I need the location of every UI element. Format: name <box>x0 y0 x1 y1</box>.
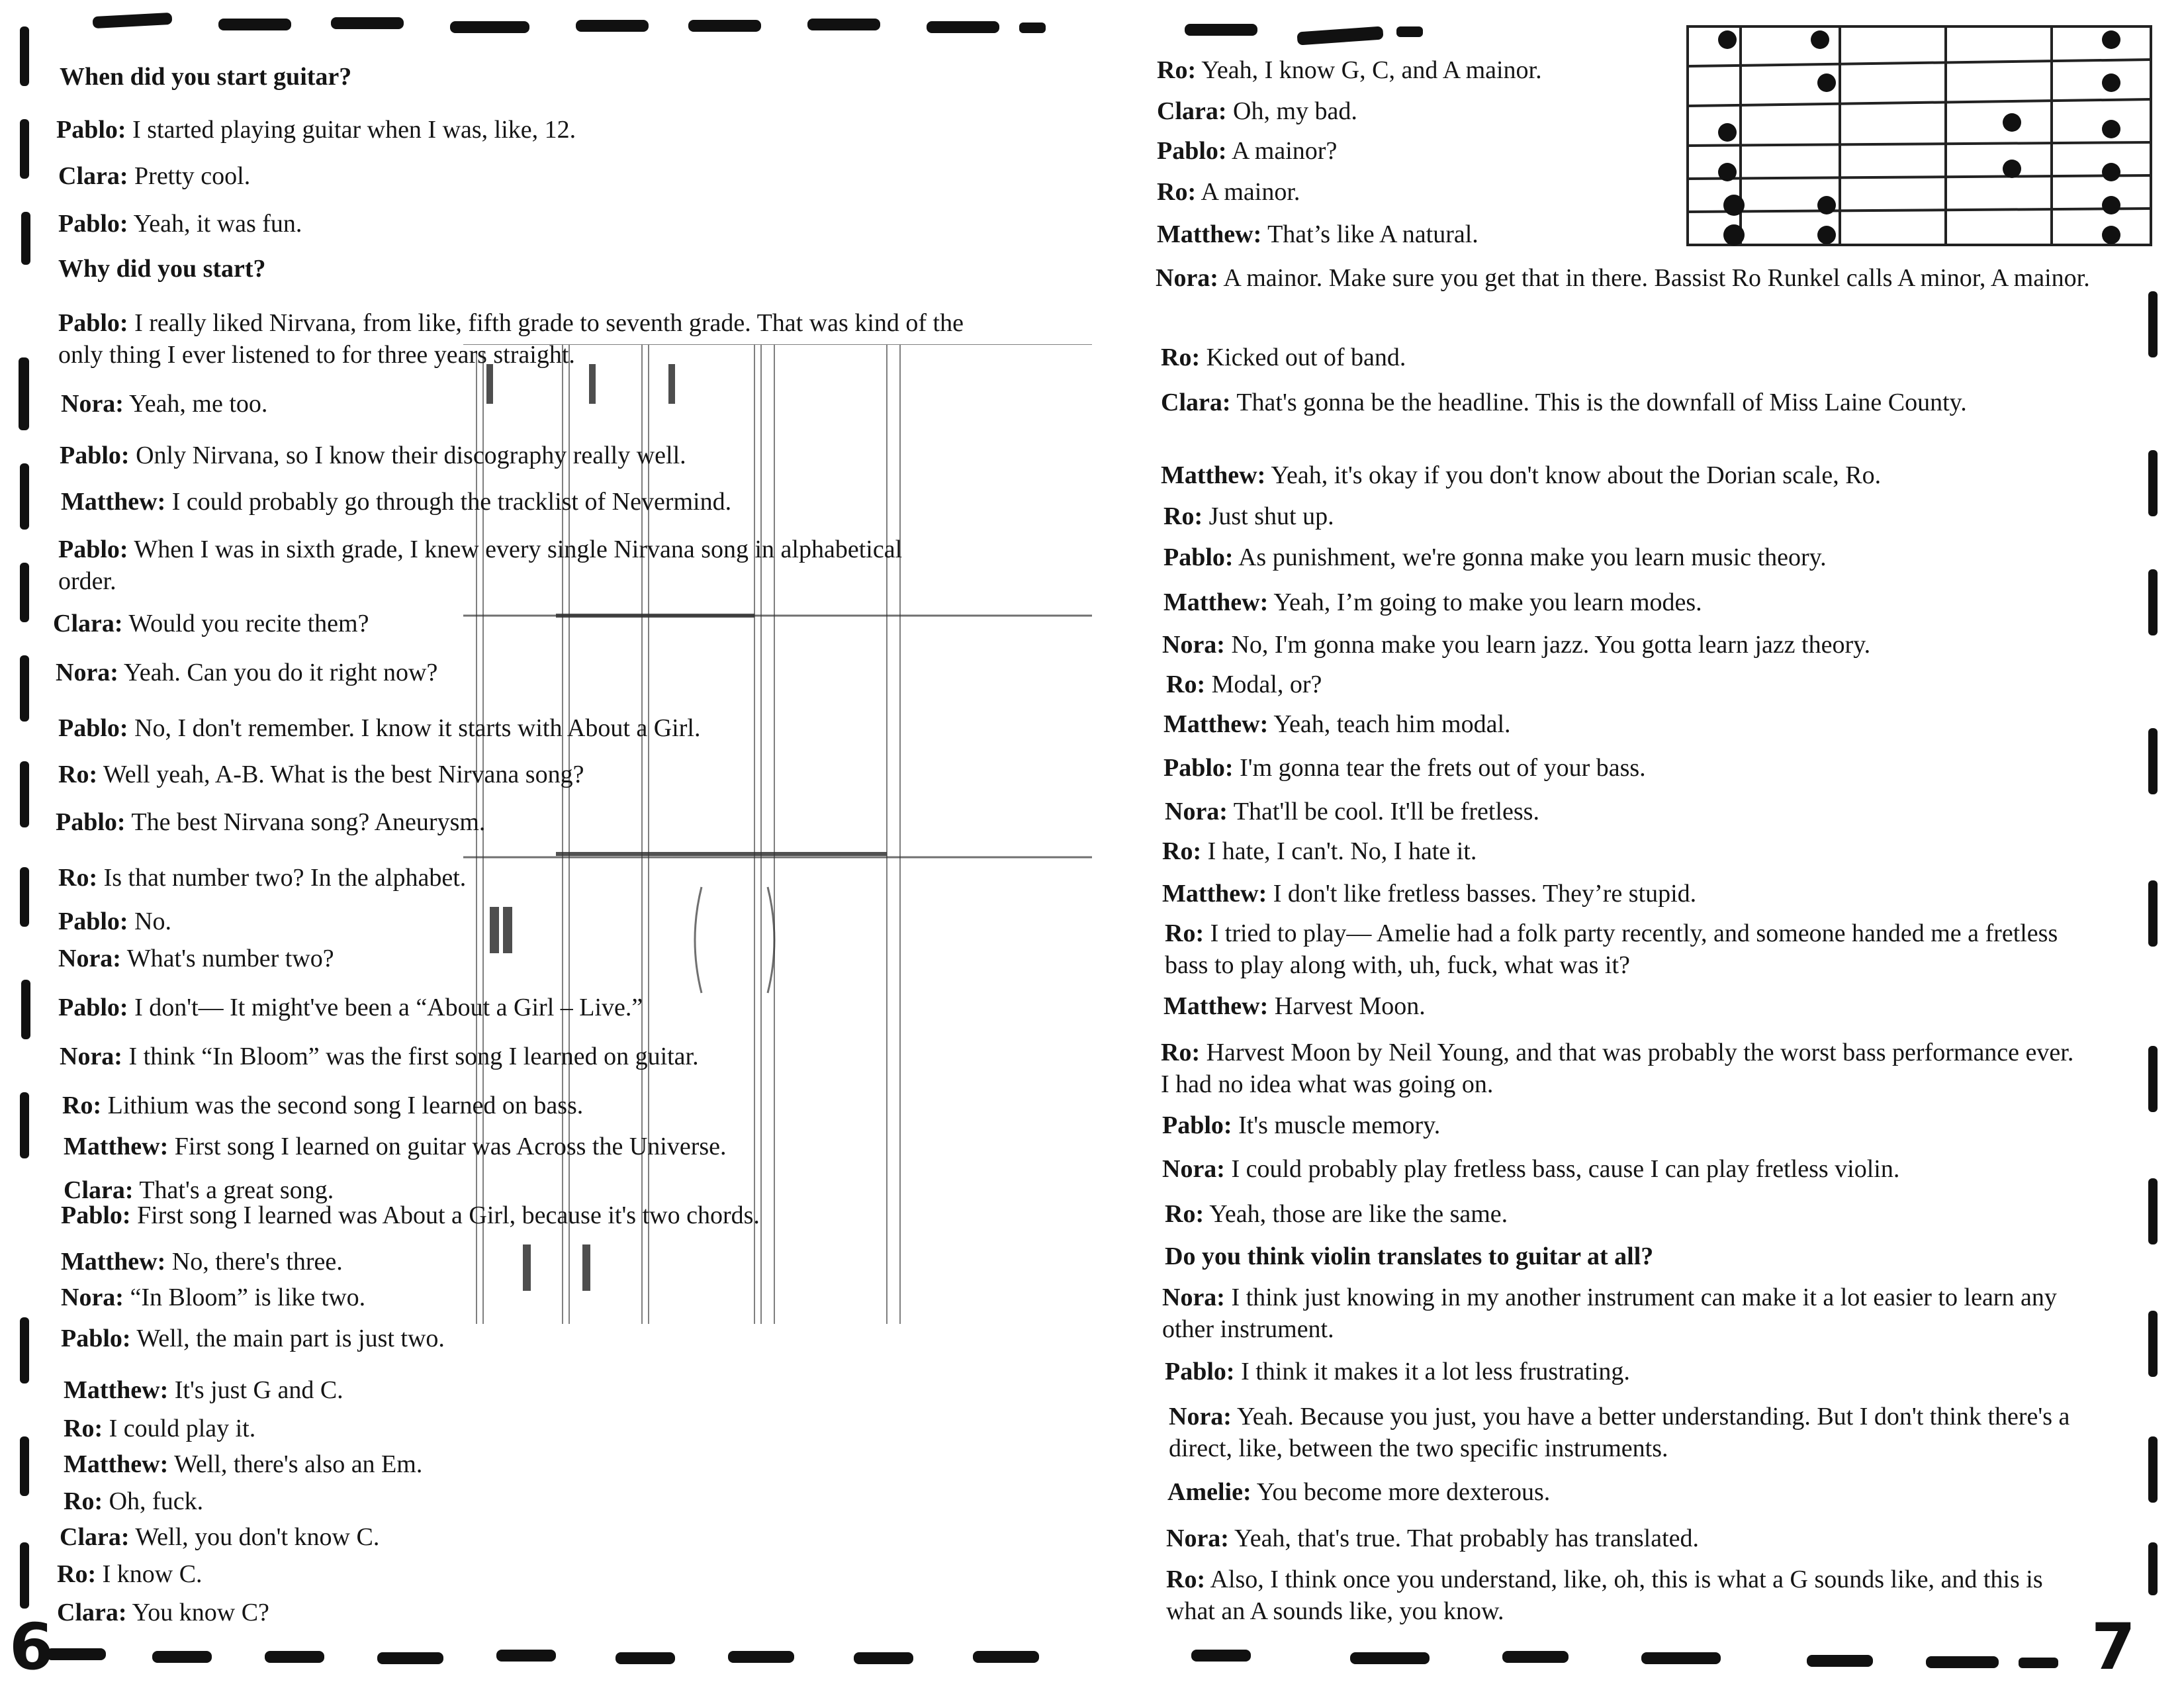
dialogue-text: Yeah, me too. <box>123 390 268 418</box>
dialogue-text: That’s like A natural. <box>1261 220 1479 248</box>
dialogue-text: It's just G and C. <box>168 1376 343 1404</box>
speaker-label: Ro: <box>64 1487 103 1515</box>
dialogue-text: I hate, I can't. No, I hate it. <box>1201 837 1477 865</box>
speaker-label: Nora: <box>56 659 118 686</box>
speaker-label: Clara: <box>64 1176 134 1204</box>
speaker-label: Pablo: <box>1157 137 1227 165</box>
dialogue-line <box>58 943 334 974</box>
speaker-label: Clara: <box>1157 97 1227 125</box>
dialogue-line <box>60 1041 699 1072</box>
dialogue-line <box>1162 629 1870 661</box>
dialogue-line <box>58 307 985 371</box>
speaker-label: Ro: <box>58 761 98 788</box>
dialogue-line <box>1163 586 1702 618</box>
dialogue-text: Yeah, I’m going to make you learn modes. <box>1268 588 1702 616</box>
dialogue-line <box>1166 1523 1699 1554</box>
dialogue-text: I think it makes it a lot less frustrating. <box>1234 1358 1630 1385</box>
dialogue-line <box>1161 459 1881 491</box>
speaker-label: Clara: <box>1161 389 1231 416</box>
dialogue-line <box>61 486 731 518</box>
dialogue-text: What's number two? <box>120 945 334 972</box>
dialogue-text: Yeah, it's okay if you don't know about the Dorian scale, Ro. <box>1265 461 1882 489</box>
dialogue-text: Is that number two? In the alphabet. <box>97 864 467 892</box>
speaker-label: Nora: <box>1169 1403 1232 1430</box>
dialogue-line <box>1166 669 1322 700</box>
speaker-label: Clara: <box>53 610 123 637</box>
dialogue-line <box>64 1448 422 1480</box>
dialogue-text: Yeah, teach him modal. <box>1268 710 1511 738</box>
speaker-label: Ro: <box>1157 56 1197 84</box>
dialogue-line <box>1163 752 1646 784</box>
speaker-label: Pablo: <box>61 1325 131 1352</box>
speaker-label: Pablo: <box>1162 1111 1232 1139</box>
dialogue-line <box>1162 1109 1440 1141</box>
dialogue-line <box>1161 387 2087 418</box>
dialogue-text: A mainor. Make sure you get that in there. Bassist Ro Runkel calls A minor, A mainor. <box>1218 264 2090 292</box>
speaker-label: Matthew: <box>61 488 166 516</box>
dialogue-text: I could probably play fretless bass, cause I can play fretless violin. <box>1224 1155 1900 1183</box>
dialogue-line <box>1163 990 1426 1022</box>
dialogue-text: Just shut up. <box>1203 502 1334 530</box>
interview-question: When did you start guitar? <box>60 63 352 91</box>
dialogue-text: Yeah. Because you just, you have a better understanding. But I don't think there's a direct, like, between the two specific instruments. <box>1169 1403 2070 1462</box>
dialogue-text: A mainor? <box>1226 137 1338 165</box>
speaker-label: Nora: <box>1166 1524 1229 1552</box>
dialogue-line <box>60 1521 379 1553</box>
dialogue-line <box>1165 1356 1630 1387</box>
dialogue-line <box>1165 917 2091 981</box>
dialogue-text: As punishment, we're gonna make you learn music theory. <box>1233 543 1827 571</box>
dialogue-text: Yeah, I know G, C, and A mainor. <box>1196 56 1542 84</box>
dialogue-text: Would you recite them? <box>122 610 369 637</box>
dialogue-text: Harvest Moon. <box>1268 992 1426 1020</box>
dialogue-text: No, there's three. <box>165 1248 343 1276</box>
dialogue-text: No, I don't remember. I know it starts with About a Girl. <box>128 714 701 742</box>
dialogue-text: Lithium was the second song I learned on bass. <box>101 1092 584 1119</box>
dialogue-text: Yeah, that's true. That probably has translated. <box>1228 1524 1700 1552</box>
speaker-label: Pablo: <box>58 994 128 1021</box>
dialogue-text: That'll be cool. It'll be fretless. <box>1227 798 1539 825</box>
bottom-dashed-border <box>0 1628 1092 1688</box>
speaker-label: Nora: <box>58 945 121 972</box>
dialogue-line <box>58 712 700 744</box>
dialogue-text: When I was in sixth grade, I knew every single Nirvana song in alphabetical order. <box>58 536 903 595</box>
dialogue-text: That's gonna be the headline. This is the downfall of Miss Laine County. <box>1230 389 1967 416</box>
dialogue-text: Well, the main part is just two. <box>130 1325 445 1352</box>
dialogue-line <box>1162 878 1696 910</box>
speaker-label: Matthew: <box>1161 461 1266 489</box>
speaker-label: Nora: <box>1162 1155 1225 1183</box>
speaker-label: Matthew: <box>64 1450 169 1478</box>
dialogue-text: A mainor. <box>1196 178 1300 206</box>
dialogue-text: Kicked out of band. <box>1200 344 1406 371</box>
dialogue-line <box>58 160 250 192</box>
dialogue-text: That's a great song. <box>133 1176 334 1204</box>
top-dashed-border <box>0 0 1092 53</box>
dialogue-text: “In Bloom” is like two. <box>123 1284 366 1311</box>
dialogue-line <box>58 208 302 240</box>
speaker-label: Matthew: <box>1163 992 1269 1020</box>
dialogue-line <box>58 862 466 894</box>
dialogue-text: I started playing guitar when I was, like, 12. <box>126 116 576 144</box>
dialogue-line <box>56 114 576 146</box>
dialogue-text: I don't— It might've been a “About a Girl – Live.” <box>128 994 643 1021</box>
speaker-label: Matthew: <box>1163 710 1269 738</box>
dialogue-text: Well yeah, A-B. What is the best Nirvana song? <box>97 761 584 788</box>
speaker-label: Matthew: <box>1162 880 1267 908</box>
dialogue-line <box>60 440 686 471</box>
speaker-label: Pablo: <box>58 714 128 742</box>
dialogue-text: The best Nirvana song? Aneurysm. <box>125 808 486 836</box>
speaker-label: Nora: <box>61 1284 124 1311</box>
dialogue-line <box>1163 500 1334 532</box>
dialogue-line <box>1157 54 1542 86</box>
dialogue-line <box>61 1199 760 1231</box>
speaker-label: Pablo: <box>56 808 126 836</box>
dialogue-line <box>62 1090 583 1121</box>
speaker-label: Nora: <box>1162 1284 1225 1311</box>
speaker-label: Pablo: <box>56 116 126 144</box>
dialogue-text: Harvest Moon by Neil Young, and that was probably the worst bass performance ever. I had no idea what was going on. <box>1161 1039 2074 1098</box>
dialogue-line <box>1167 1476 1550 1508</box>
dialogue-text: You know C? <box>126 1599 269 1626</box>
dialogue-text: I'm gonna tear the frets out of your bass. <box>1233 754 1646 782</box>
speaker-label: Ro: <box>1157 178 1197 206</box>
dialogue-line <box>1157 218 1479 250</box>
dialogue-line <box>61 388 267 420</box>
dialogue-line <box>1165 796 1539 827</box>
speaker-label: Nora: <box>61 390 124 418</box>
speaker-label: Matthew: <box>64 1133 169 1160</box>
dialogue-text: Oh, fuck. <box>103 1487 204 1515</box>
speaker-label: Pablo: <box>61 1201 131 1229</box>
speaker-label: Ro: <box>58 864 98 892</box>
dialogue-line <box>56 657 437 688</box>
speaker-label: Ro: <box>57 1560 97 1588</box>
speaker-label: Ro: <box>1161 1039 1201 1066</box>
dialogue-text: First song I learned was About a Girl, because it's two chords. <box>130 1201 760 1229</box>
interview-question: Why did you start? <box>58 255 266 283</box>
speaker-label: Clara: <box>60 1523 130 1551</box>
dialogue-text: It's muscle memory. <box>1232 1111 1441 1139</box>
right-page <box>1092 0 2184 1688</box>
dialogue-line <box>58 992 643 1023</box>
dialogue-line <box>57 1597 269 1628</box>
dialogue-line <box>1169 1401 2089 1464</box>
page-number: 7 <box>2091 1610 2136 1684</box>
speaker-label: Pablo: <box>1163 754 1234 782</box>
dialogue-line <box>61 1282 365 1313</box>
dialogue-text: I could probably go through the tracklist of Nevermind. <box>165 488 732 516</box>
fretboard-sketch <box>1681 13 2158 252</box>
dialogue-text: I know C. <box>96 1560 203 1588</box>
dialogue-line <box>58 906 171 937</box>
speaker-label: Pablo: <box>1165 1358 1235 1385</box>
speaker-label: Ro: <box>1163 502 1203 530</box>
page-number: 6 <box>9 1610 54 1684</box>
speaker-label: Pablo: <box>1163 543 1234 571</box>
dialogue-line <box>1157 95 1357 127</box>
speaker-label: Matthew: <box>64 1376 169 1404</box>
dialogue-line <box>61 1246 343 1278</box>
speaker-label: Ro: <box>1165 1200 1205 1228</box>
dialogue-text: Modal, or? <box>1205 671 1322 698</box>
dialogue-line <box>1165 1198 1508 1230</box>
speaker-label: Ro: <box>64 1415 103 1442</box>
dialogue-line <box>1163 708 1511 740</box>
dialogue-line <box>56 806 485 838</box>
dialogue-text: Also, I think once you understand, like, oh, this is what a G sounds like, and this is what an A sounds like, you know. <box>1166 1566 2043 1625</box>
dialogue-text: I don't like fretless basses. They’re stupid. <box>1267 880 1697 908</box>
dialogue-line <box>58 759 584 790</box>
dialogue-line <box>1162 1282 2089 1345</box>
dialogue-text: Well, there's also an Em. <box>168 1450 423 1478</box>
dialogue-text: I really liked Nirvana, from like, fifth grade to seventh grade. That was kind of the only thing I ever listened to for three years straight. <box>58 309 964 369</box>
speaker-label: Nora: <box>1162 631 1225 659</box>
dialogue-line <box>64 1374 343 1406</box>
speaker-label: Ro: <box>1162 837 1202 865</box>
dialogue-text: Pretty cool. <box>128 162 251 190</box>
speaker-label: Matthew: <box>1163 588 1269 616</box>
dialogue-text: I tried to play— Amelie had a folk party recently, and someone handed me a fretless bass to play along with, uh, fuck, what was it? <box>1165 919 2058 979</box>
dialogue-line <box>1166 1564 2093 1627</box>
dialogue-text: Yeah, those are like the same. <box>1204 1200 1508 1228</box>
dialogue-line <box>1162 835 1477 867</box>
speaker-label: Nora: <box>1156 264 1218 292</box>
dialogue-line <box>1161 342 1406 373</box>
dialogue-line <box>64 1485 203 1517</box>
dialogue-text: You become more dexterous. <box>1251 1478 1551 1506</box>
bottom-dashed-border <box>1092 1628 2184 1688</box>
speaker-label: Ro: <box>1161 344 1201 371</box>
dialogue-text: Only Nirvana, so I know their discography really well. <box>129 442 686 469</box>
speaker-label: Pablo: <box>58 309 128 337</box>
speaker-label: Matthew: <box>1157 220 1262 248</box>
speaker-label: Nora: <box>1165 798 1228 825</box>
speaker-label: Pablo: <box>58 536 128 563</box>
speaker-label: Clara: <box>58 162 128 190</box>
dialogue-line <box>57 1558 203 1590</box>
dialogue-text: I could play it. <box>103 1415 256 1442</box>
dialogue-line <box>58 534 945 597</box>
speaker-label: Ro: <box>1166 671 1206 698</box>
dialogue-text: Yeah, it was fun. <box>128 210 302 238</box>
speaker-label: Pablo: <box>60 442 130 469</box>
dialogue-line <box>1162 1153 1899 1185</box>
dialogue-text: First song I learned on guitar was Across the Universe. <box>168 1133 727 1160</box>
speaker-label: Matthew: <box>61 1248 166 1276</box>
dialogue-line <box>1156 262 2095 294</box>
dialogue-text: No. <box>128 908 172 935</box>
speaker-label: Clara: <box>57 1599 127 1626</box>
speaker-label: Ro: <box>62 1092 102 1119</box>
speaker-label: Nora: <box>60 1043 122 1070</box>
speaker-label: Amelie: <box>1167 1478 1251 1506</box>
right-tick-border <box>2131 0 2184 1688</box>
dialogue-text: Oh, my bad. <box>1226 97 1357 125</box>
dialogue-text: Well, you don't know C. <box>129 1523 380 1551</box>
dialogue-line <box>61 1323 445 1354</box>
speaker-label: Pablo: <box>58 908 128 935</box>
dialogue-text: I think just knowing in my another instrument can make it a lot easier to learn any other instrument. <box>1162 1284 2057 1343</box>
interview-question: Do you think violin translates to guitar at all? <box>1165 1243 1654 1270</box>
dialogue-text: I think “In Bloom” was the first song I learned on guitar. <box>122 1043 699 1070</box>
dialogue-line <box>1163 541 1827 573</box>
dialogue-line <box>1161 1037 2087 1100</box>
dialogue-text: Yeah. Can you do it right now? <box>118 659 438 686</box>
dialogue-line <box>1157 135 1337 167</box>
dialogue-line <box>1157 176 1300 208</box>
dialogue-line <box>53 608 369 639</box>
left-tick-border <box>0 0 53 1688</box>
dialogue-text: No, I'm gonna make you learn jazz. You gotta learn jazz theory. <box>1224 631 1871 659</box>
speaker-label: Ro: <box>1166 1566 1206 1593</box>
dialogue-line <box>64 1131 727 1162</box>
speaker-label: Pablo: <box>58 210 128 238</box>
dialogue-line <box>64 1413 255 1444</box>
speaker-label: Ro: <box>1165 919 1205 947</box>
